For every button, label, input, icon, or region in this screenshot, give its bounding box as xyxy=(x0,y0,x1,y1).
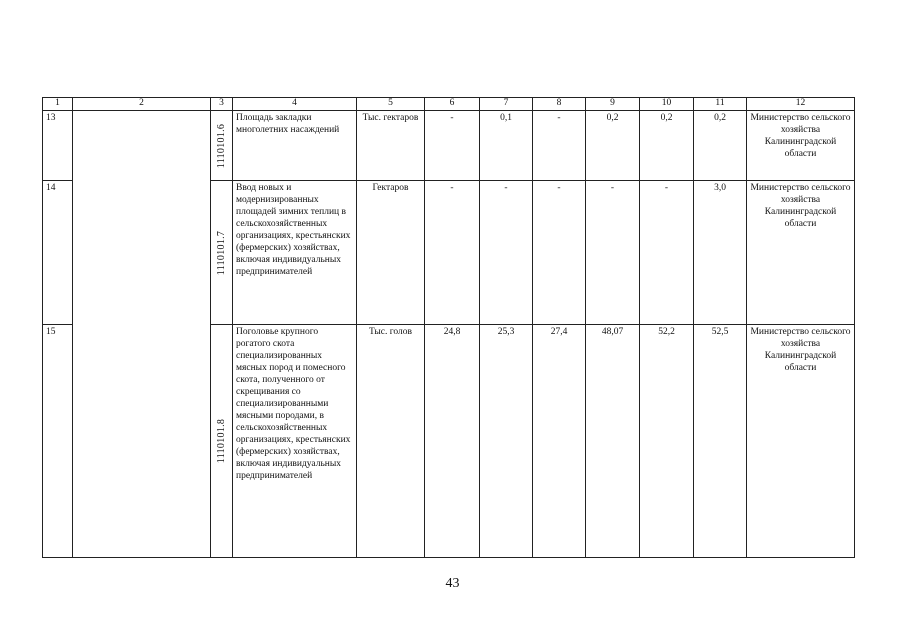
value-cell: 0,2 xyxy=(694,111,747,181)
responsible-organization: Министерство сельского хозяйства Калининградской области xyxy=(747,181,855,325)
unit-of-measure: Тыс. гектаров xyxy=(357,111,425,181)
value-cell: 0,1 xyxy=(480,111,533,181)
column-number-header-row xyxy=(43,98,855,111)
value-cell: - xyxy=(425,181,480,325)
indicator-name: Площадь закладки многолетних насаждений xyxy=(233,111,357,181)
value-cell: - xyxy=(533,111,586,181)
header-cell: 8 xyxy=(533,98,586,111)
table-row xyxy=(43,111,855,181)
indicator-code: 1110101.8 xyxy=(215,418,227,464)
header-cell: 4 xyxy=(233,98,357,111)
value-cell: 27,4 xyxy=(533,325,586,558)
value-cell: 25,3 xyxy=(480,325,533,558)
responsible-organization: Министерство сельского хозяйства Калининградской области xyxy=(747,325,855,558)
header-cell: 2 xyxy=(73,98,211,111)
value-cell: 52,2 xyxy=(640,325,694,558)
indicator-name: Поголовье крупного рогатого скота специализированных мясных пород и помесного скота, полученного от скрещивания со специализированными мясными породами, в сельскохозяйственных организациях, крестьянских (фермерских) хозяйствах, включая индивидуальных предпринимателей xyxy=(233,325,357,558)
value-cell: 3,0 xyxy=(694,181,747,325)
value-cell: 52,5 xyxy=(694,325,747,558)
value-cell: 0,2 xyxy=(640,111,694,181)
indicator-code-cell xyxy=(211,181,233,325)
value-cell: 0,2 xyxy=(586,111,640,181)
value-cell: - xyxy=(425,111,480,181)
header-cell: 9 xyxy=(586,98,640,111)
indicator-code: 1110101.7 xyxy=(215,230,227,275)
indicator-code: 1110101.6 xyxy=(215,123,227,168)
indicator-code-cell xyxy=(211,325,233,558)
header-cell: 7 xyxy=(480,98,533,111)
value-cell: - xyxy=(640,181,694,325)
unit-of-measure: Гектаров xyxy=(357,181,425,325)
indicators-table xyxy=(42,97,855,558)
unit-of-measure: Тыс. голов xyxy=(357,325,425,558)
section-cell xyxy=(73,111,211,558)
indicator-code-cell xyxy=(211,111,233,181)
page-number: 43 xyxy=(445,576,460,591)
value-cell: 24,8 xyxy=(425,325,480,558)
row-number: 13 xyxy=(43,111,73,181)
header-cell: 3 xyxy=(211,98,233,111)
value-cell: 48,07 xyxy=(586,325,640,558)
header-cell: 5 xyxy=(357,98,425,111)
row-number: 14 xyxy=(43,181,73,325)
header-cell: 10 xyxy=(640,98,694,111)
header-cell: 6 xyxy=(425,98,480,111)
value-cell: - xyxy=(533,181,586,325)
row-number: 15 xyxy=(43,325,73,558)
header-cell: 1 xyxy=(43,98,73,111)
value-cell: - xyxy=(480,181,533,325)
header-cell: 12 xyxy=(747,98,855,111)
header-cell: 11 xyxy=(694,98,747,111)
value-cell: - xyxy=(586,181,640,325)
responsible-organization: Министерство сельского хозяйства Калининградской области xyxy=(747,111,855,181)
indicator-name: Ввод новых и модернизированных площадей зимних теплиц в сельскохозяйственных организациях, крестьянских (фермерских) хозяйствах, включая индивидуальных предпринимателей xyxy=(233,181,357,325)
